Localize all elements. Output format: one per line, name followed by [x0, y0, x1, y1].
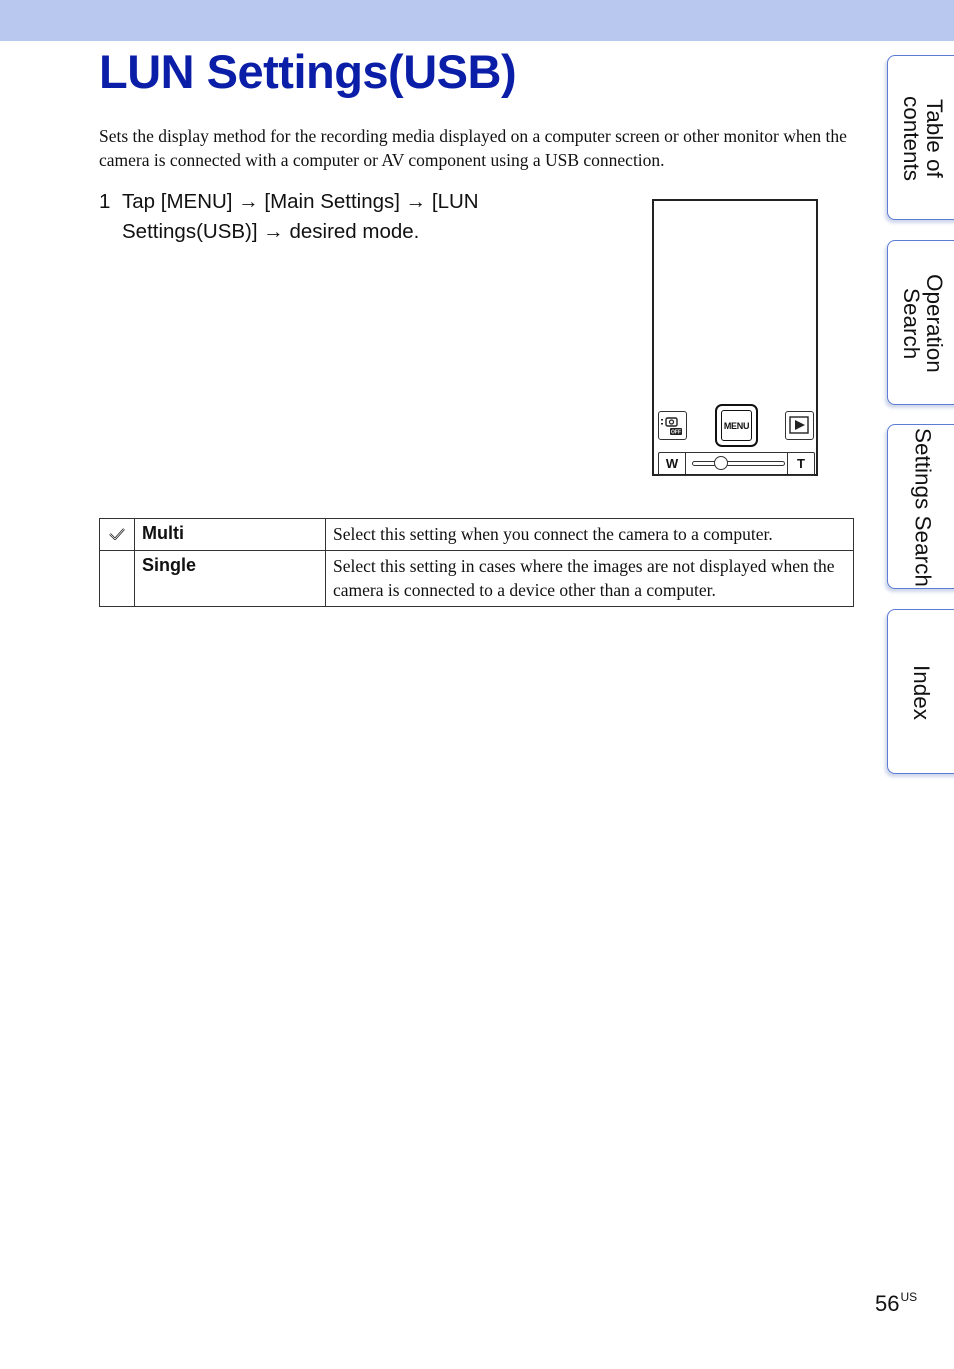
scene-off-icon	[659, 412, 685, 438]
menu-button-label: MENU	[721, 410, 752, 441]
tab-label: Operation Search	[899, 274, 947, 373]
option-name: Single	[135, 551, 326, 607]
menu-button	[715, 404, 758, 447]
tab-operation-search[interactable]	[887, 240, 954, 405]
table-row	[100, 519, 854, 551]
intro-paragraph: Sets the display method for the recording media displayed on a computer screen or other monitor when the camera is connected with a computer or AV component using a USB connection.	[99, 126, 847, 170]
page-title: LUN Settings(USB)	[99, 45, 517, 98]
default-marker-cell	[100, 519, 135, 551]
page-number-suffix: US	[900, 1290, 918, 1304]
default-marker-cell	[100, 551, 135, 607]
zoom-knob	[714, 456, 728, 470]
scene-recognition-button	[658, 411, 687, 440]
header-band	[0, 0, 954, 41]
checkmark-icon	[108, 525, 126, 543]
zoom-lever	[658, 452, 815, 476]
tab-settings-search[interactable]	[887, 424, 954, 589]
tab-table-of-contents[interactable]	[887, 55, 954, 220]
step-text: Tap [MENU] → [Main Settings] → [LUN Settings(USB)] → desired mode.	[122, 190, 479, 243]
page-number	[875, 1290, 917, 1317]
camera-screen-illustration	[652, 199, 818, 476]
tab-label: Table of contents	[899, 95, 947, 182]
option-description: Select this setting in cases where the images are not displayed when the camera is connected to a device other than a computer.	[326, 551, 854, 607]
instruction-step	[99, 187, 539, 247]
page-number-value: 56	[875, 1291, 900, 1316]
zoom-wide-label: W	[659, 453, 686, 474]
tab-label: Settings Search	[910, 428, 936, 587]
option-description: Select this setting when you connect the camera to a computer.	[326, 519, 854, 551]
option-name: Multi	[135, 519, 326, 551]
step-number: 1	[99, 190, 111, 213]
options-table	[99, 518, 854, 607]
table-row	[100, 551, 854, 607]
playback-button	[785, 411, 814, 440]
zoom-tele-label: T	[787, 453, 814, 474]
play-icon	[786, 412, 812, 438]
tab-index[interactable]	[887, 609, 954, 774]
zoom-track	[692, 461, 785, 466]
scene-off-label: OFF	[671, 429, 681, 436]
tab-label: Index	[909, 664, 934, 721]
